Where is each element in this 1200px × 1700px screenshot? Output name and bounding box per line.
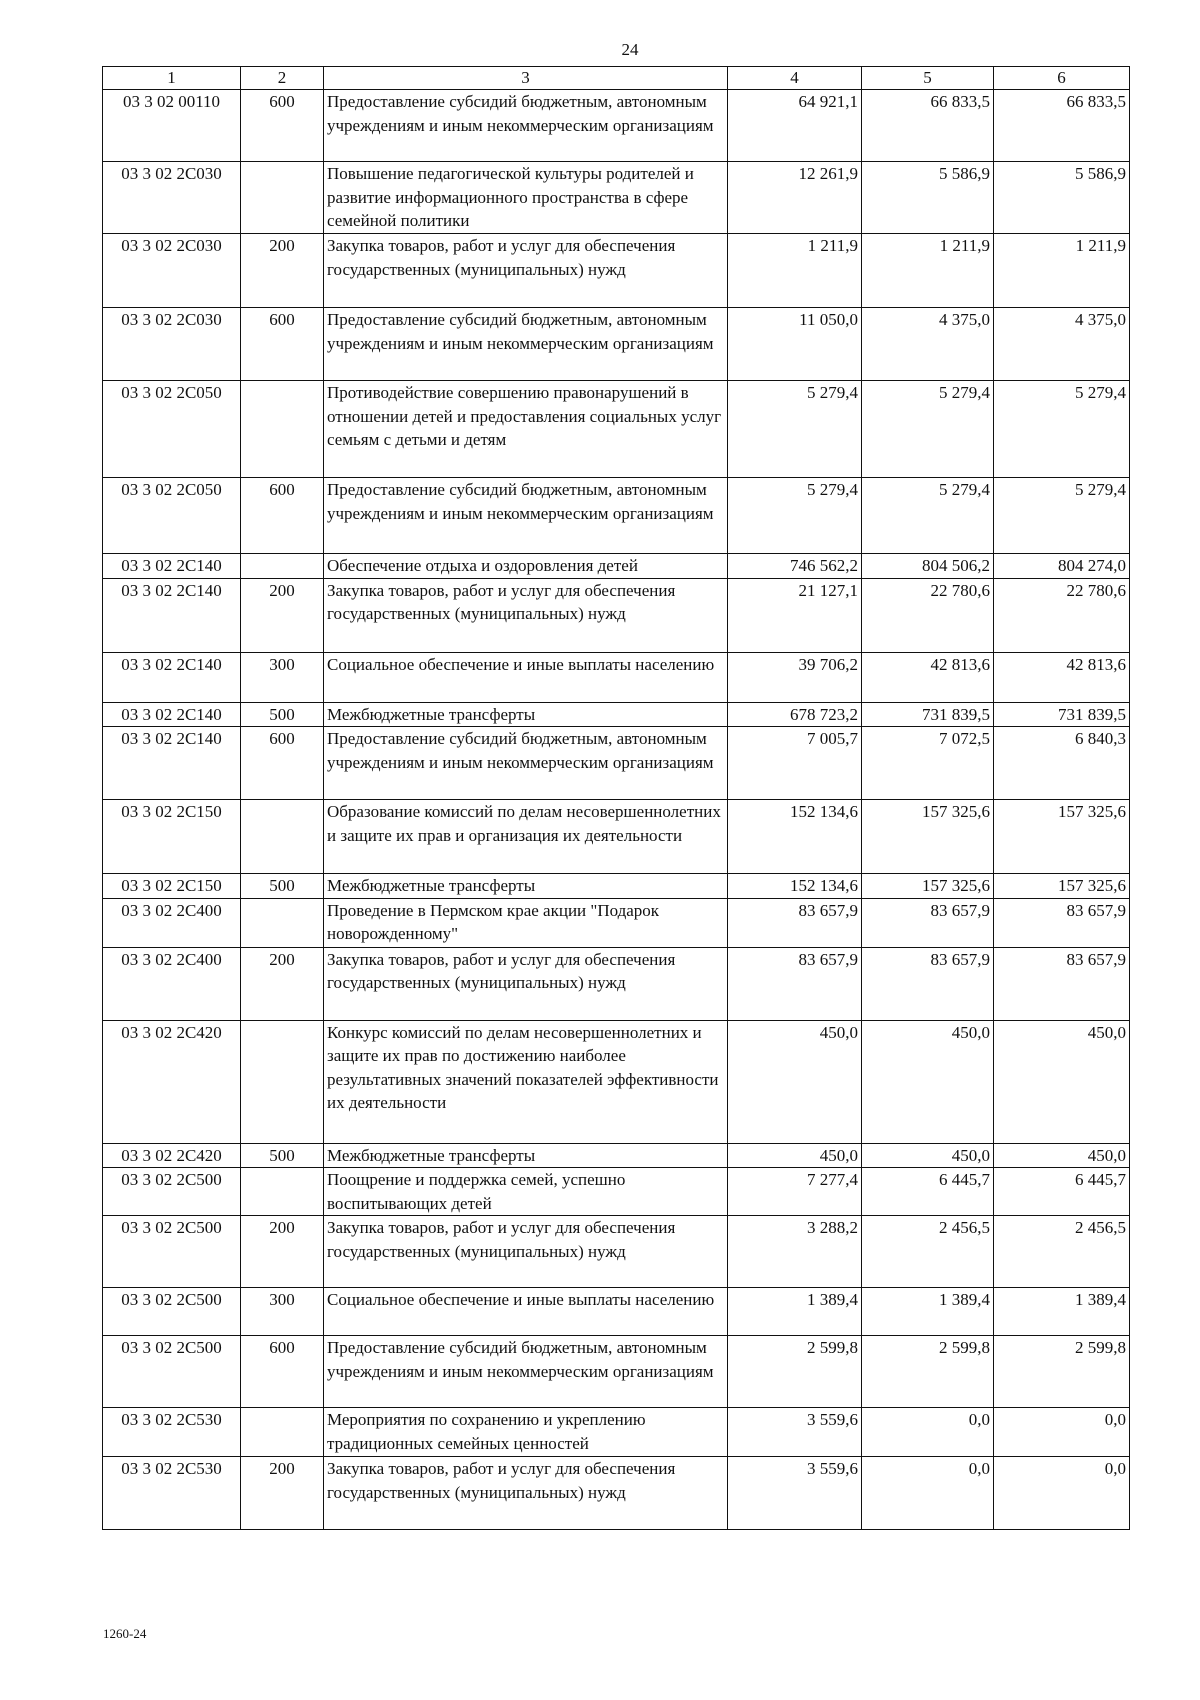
page-number: 24: [621, 40, 639, 59]
document-footer-code: 1260-24: [103, 1626, 147, 1641]
row-value-6: 5 279,4: [994, 381, 1130, 478]
row-value-5: 157 325,6: [862, 800, 994, 874]
row-code: 03 3 02 2С500: [103, 1216, 241, 1288]
table-header-row: [103, 67, 1130, 90]
row-value-4: 83 657,9: [728, 898, 862, 947]
row-value-5: 157 325,6: [862, 874, 994, 899]
table-row: [103, 478, 1130, 554]
row-value-4: 3 288,2: [728, 1216, 862, 1288]
row-value-5: 83 657,9: [862, 898, 994, 947]
row-value-6: 0,0: [994, 1457, 1130, 1530]
row-value-6: 157 325,6: [994, 800, 1130, 874]
table-row: [103, 1020, 1130, 1143]
table-row: [103, 1288, 1130, 1336]
row-expense-type: [241, 1020, 324, 1143]
row-name: Конкурс комиссий по делам несовершеннолетних и защите их прав по достижению наиболее результативных значений показателей эффективности их деятельности: [324, 1020, 728, 1143]
row-code: 03 3 02 2С140: [103, 727, 241, 800]
row-expense-type: 500: [241, 874, 324, 899]
table-row: [103, 800, 1130, 874]
row-value-4: 7 005,7: [728, 727, 862, 800]
row-value-4: 1 211,9: [728, 234, 862, 308]
row-value-6: 804 274,0: [994, 554, 1130, 579]
row-code: 03 3 02 2С050: [103, 381, 241, 478]
row-code: 03 3 02 2С500: [103, 1168, 241, 1216]
row-code: 03 3 02 2С030: [103, 308, 241, 381]
row-value-5: 1 389,4: [862, 1288, 994, 1336]
row-code: 03 3 02 00110: [103, 90, 241, 162]
row-name: Проведение в Пермском крае акции "Подарок новорожденному": [324, 898, 728, 947]
row-value-4: 83 657,9: [728, 947, 862, 1020]
row-value-4: 450,0: [728, 1143, 862, 1168]
row-value-4: 7 277,4: [728, 1168, 862, 1216]
table-row: [103, 1143, 1130, 1168]
row-value-6: 1 211,9: [994, 234, 1130, 308]
column-header-4: 4: [728, 67, 862, 90]
row-value-4: 39 706,2: [728, 652, 862, 702]
column-header-1: 1: [103, 67, 241, 90]
row-expense-type: [241, 381, 324, 478]
row-name: Повышение педагогической культуры родителей и развитие информационного пространства в сфере семейной политики: [324, 162, 728, 234]
row-value-5: 66 833,5: [862, 90, 994, 162]
row-value-4: 152 134,6: [728, 874, 862, 899]
row-value-5: 42 813,6: [862, 652, 994, 702]
row-expense-type: 600: [241, 90, 324, 162]
row-value-5: 6 445,7: [862, 1168, 994, 1216]
row-expense-type: [241, 898, 324, 947]
row-code: 03 3 02 2С400: [103, 898, 241, 947]
table-row: [103, 702, 1130, 727]
table-row: [103, 652, 1130, 702]
row-value-6: 6 445,7: [994, 1168, 1130, 1216]
row-code: 03 3 02 2С400: [103, 947, 241, 1020]
row-code: 03 3 02 2С150: [103, 800, 241, 874]
row-value-5: 7 072,5: [862, 727, 994, 800]
row-value-5: 2 599,8: [862, 1336, 994, 1408]
row-name: Социальное обеспечение и иные выплаты населению: [324, 652, 728, 702]
table-row: [103, 578, 1130, 652]
column-header-5: 5: [862, 67, 994, 90]
row-value-5: 4 375,0: [862, 308, 994, 381]
row-expense-type: 300: [241, 652, 324, 702]
table-row: [103, 381, 1130, 478]
budget-table: [102, 66, 1130, 1530]
row-name: Закупка товаров, работ и услуг для обеспечения государственных (муниципальных) нужд: [324, 1216, 728, 1288]
row-name: Предоставление субсидий бюджетным, автономным учреждениям и иным некоммерческим организациям: [324, 1336, 728, 1408]
table-row: [103, 162, 1130, 234]
row-value-6: 42 813,6: [994, 652, 1130, 702]
row-expense-type: 600: [241, 308, 324, 381]
row-value-5: 450,0: [862, 1020, 994, 1143]
row-value-6: 2 456,5: [994, 1216, 1130, 1288]
row-name: Закупка товаров, работ и услуг для обеспечения государственных (муниципальных) нужд: [324, 947, 728, 1020]
row-expense-type: [241, 554, 324, 579]
table-row: [103, 1336, 1130, 1408]
row-name: Предоставление субсидий бюджетным, автономным учреждениям и иным некоммерческим организациям: [324, 308, 728, 381]
row-value-4: 3 559,6: [728, 1408, 862, 1457]
row-value-5: 0,0: [862, 1457, 994, 1530]
table-row: [103, 1168, 1130, 1216]
row-value-5: 22 780,6: [862, 578, 994, 652]
row-value-4: 5 279,4: [728, 381, 862, 478]
row-value-4: 11 050,0: [728, 308, 862, 381]
row-expense-type: 600: [241, 1336, 324, 1408]
row-expense-type: 500: [241, 702, 324, 727]
row-code: 03 3 02 2С530: [103, 1457, 241, 1530]
row-name: Предоставление субсидий бюджетным, автономным учреждениям и иным некоммерческим организациям: [324, 727, 728, 800]
row-value-6: 450,0: [994, 1020, 1130, 1143]
table-row: [103, 1457, 1130, 1530]
row-value-5: 83 657,9: [862, 947, 994, 1020]
row-value-6: 157 325,6: [994, 874, 1130, 899]
row-code: 03 3 02 2С500: [103, 1288, 241, 1336]
row-value-6: 1 389,4: [994, 1288, 1130, 1336]
row-value-5: 2 456,5: [862, 1216, 994, 1288]
row-value-6: 0,0: [994, 1408, 1130, 1457]
row-name: Предоставление субсидий бюджетным, автономным учреждениям и иным некоммерческим организациям: [324, 90, 728, 162]
row-value-6: 83 657,9: [994, 947, 1130, 1020]
row-expense-type: 500: [241, 1143, 324, 1168]
row-name: Закупка товаров, работ и услуг для обеспечения государственных (муниципальных) нужд: [324, 234, 728, 308]
table-row: [103, 1408, 1130, 1457]
row-value-6: 22 780,6: [994, 578, 1130, 652]
row-value-6: 731 839,5: [994, 702, 1130, 727]
row-value-6: 5 586,9: [994, 162, 1130, 234]
row-value-5: 0,0: [862, 1408, 994, 1457]
row-value-6: 66 833,5: [994, 90, 1130, 162]
row-value-5: 731 839,5: [862, 702, 994, 727]
row-name: Социальное обеспечение и иные выплаты населению: [324, 1288, 728, 1336]
row-value-6: 450,0: [994, 1143, 1130, 1168]
row-code: 03 3 02 2С050: [103, 478, 241, 554]
row-value-6: 2 599,8: [994, 1336, 1130, 1408]
row-expense-type: 600: [241, 478, 324, 554]
row-expense-type: 200: [241, 947, 324, 1020]
row-expense-type: 600: [241, 727, 324, 800]
row-value-5: 5 586,9: [862, 162, 994, 234]
table-row: [103, 1216, 1130, 1288]
row-code: 03 3 02 2С030: [103, 234, 241, 308]
table-row: [103, 898, 1130, 947]
row-value-4: 1 389,4: [728, 1288, 862, 1336]
row-name: Поощрение и поддержка семей, успешно воспитывающих детей: [324, 1168, 728, 1216]
row-name: Образование комиссий по делам несовершеннолетних и защите их прав и организация их деятельности: [324, 800, 728, 874]
row-value-6: 5 279,4: [994, 478, 1130, 554]
table-row: [103, 554, 1130, 579]
row-value-4: 2 599,8: [728, 1336, 862, 1408]
row-value-4: 64 921,1: [728, 90, 862, 162]
row-expense-type: [241, 1408, 324, 1457]
row-name: Межбюджетные трансферты: [324, 874, 728, 899]
row-code: 03 3 02 2С030: [103, 162, 241, 234]
row-value-6: 6 840,3: [994, 727, 1130, 800]
row-value-5: 1 211,9: [862, 234, 994, 308]
row-value-5: 5 279,4: [862, 478, 994, 554]
column-header-3: 3: [324, 67, 728, 90]
row-value-4: 450,0: [728, 1020, 862, 1143]
table-row: [103, 947, 1130, 1020]
row-code: 03 3 02 2С530: [103, 1408, 241, 1457]
row-expense-type: 200: [241, 1457, 324, 1530]
row-value-4: 5 279,4: [728, 478, 862, 554]
row-value-4: 152 134,6: [728, 800, 862, 874]
row-code: 03 3 02 2С140: [103, 652, 241, 702]
row-name: Противодействие совершению правонарушений в отношении детей и предоставления социальных услуг семьям с детьми и детям: [324, 381, 728, 478]
row-expense-type: 300: [241, 1288, 324, 1336]
row-value-4: 3 559,6: [728, 1457, 862, 1530]
row-expense-type: 200: [241, 578, 324, 652]
row-name: Предоставление субсидий бюджетным, автономным учреждениям и иным некоммерческим организациям: [324, 478, 728, 554]
column-header-6: 6: [994, 67, 1130, 90]
row-expense-type: 200: [241, 234, 324, 308]
row-code: 03 3 02 2С140: [103, 702, 241, 727]
table-row: [103, 727, 1130, 800]
row-value-5: 5 279,4: [862, 381, 994, 478]
column-header-2: 2: [241, 67, 324, 90]
row-name: Мероприятия по сохранению и укреплению традиционных семейных ценностей: [324, 1408, 728, 1457]
row-code: 03 3 02 2С500: [103, 1336, 241, 1408]
row-value-4: 21 127,1: [728, 578, 862, 652]
row-expense-type: [241, 1168, 324, 1216]
row-code: 03 3 02 2С140: [103, 578, 241, 652]
table-row: [103, 90, 1130, 162]
row-name: Обеспечение отдыха и оздоровления детей: [324, 554, 728, 579]
row-value-6: 83 657,9: [994, 898, 1130, 947]
row-expense-type: 200: [241, 1216, 324, 1288]
row-name: Межбюджетные трансферты: [324, 1143, 728, 1168]
row-code: 03 3 02 2С150: [103, 874, 241, 899]
row-expense-type: [241, 162, 324, 234]
row-value-4: 678 723,2: [728, 702, 862, 727]
row-value-5: 804 506,2: [862, 554, 994, 579]
row-code: 03 3 02 2С140: [103, 554, 241, 579]
row-name: Закупка товаров, работ и услуг для обеспечения государственных (муниципальных) нужд: [324, 578, 728, 652]
row-name: Межбюджетные трансферты: [324, 702, 728, 727]
row-code: 03 3 02 2С420: [103, 1143, 241, 1168]
table-row: [103, 874, 1130, 899]
table-row: [103, 234, 1130, 308]
row-value-5: 450,0: [862, 1143, 994, 1168]
row-name: Закупка товаров, работ и услуг для обеспечения государственных (муниципальных) нужд: [324, 1457, 728, 1530]
table-row: [103, 308, 1130, 381]
row-value-6: 4 375,0: [994, 308, 1130, 381]
row-value-4: 746 562,2: [728, 554, 862, 579]
row-expense-type: [241, 800, 324, 874]
row-value-4: 12 261,9: [728, 162, 862, 234]
row-code: 03 3 02 2С420: [103, 1020, 241, 1143]
